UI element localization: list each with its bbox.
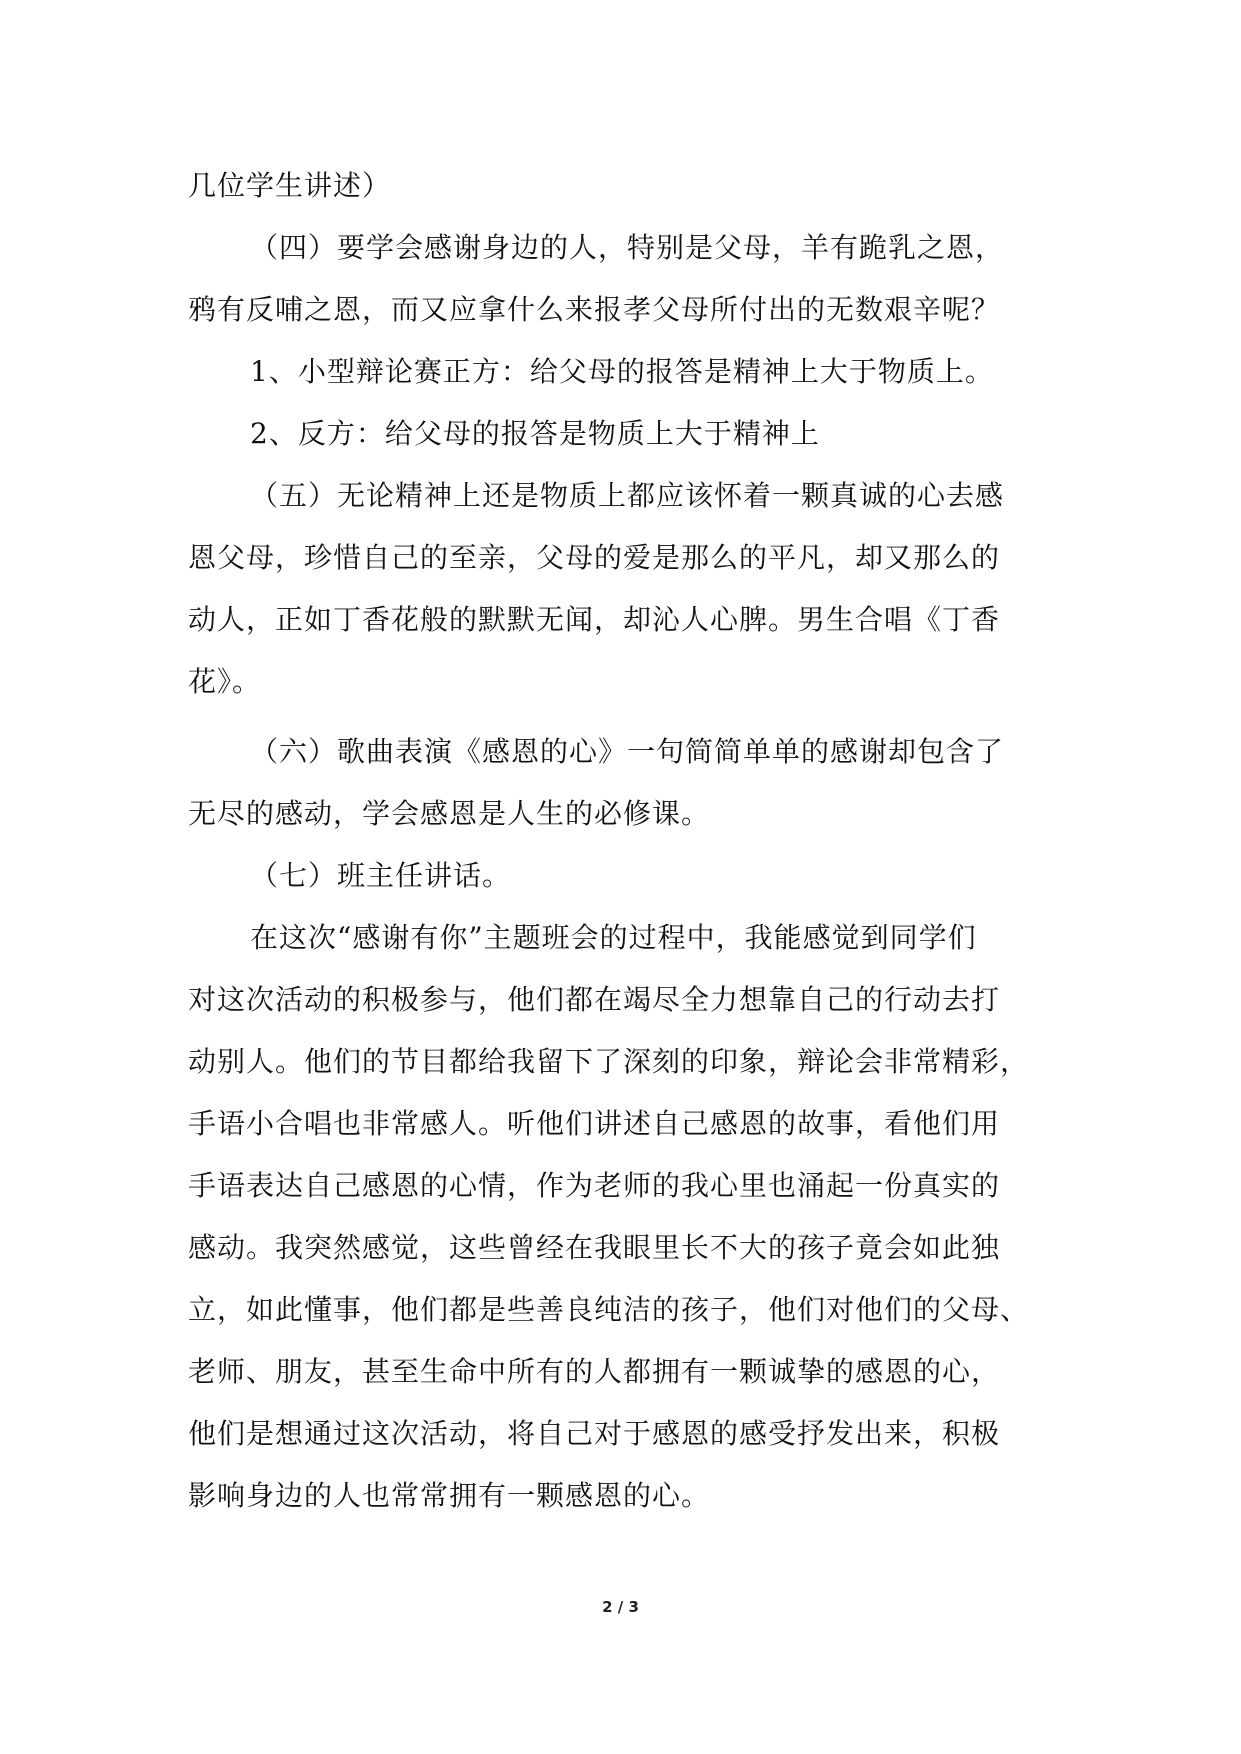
closing-paragraph-line-2: 对这次活动的积极参与，他们都在竭尽全力想靠自己的行动去打 bbox=[188, 983, 1001, 1016]
paragraph-5-line-2: 恩父母，珍惜自己的至亲，父母的爱是那么的平凡，却又那么的 bbox=[188, 541, 1001, 574]
paragraph-5-line-4: 花》。 bbox=[188, 665, 262, 698]
closing-paragraph-line-8: 老师、朋友，甚至生命中所有的人都拥有一颗诚挚的感恩的心， bbox=[188, 1355, 1001, 1388]
closing-paragraph-line-1: 在这次“感谢有你”主题班会的过程中，我能感觉到同学们 bbox=[250, 921, 977, 954]
text-line: 几位学生讲述） bbox=[188, 169, 392, 202]
paragraph-4-line-1: （四）要学会感谢身边的人，特别是父母，羊有跪乳之恩， bbox=[250, 231, 1005, 264]
closing-paragraph-line-7: 立，如此懂事，他们都是些善良纯洁的孩子，他们对他们的父母、 bbox=[188, 1293, 1030, 1326]
closing-paragraph-line-5: 手语表达自己感恩的心情，作为老师的我心里也涌起一份真实的 bbox=[188, 1169, 1001, 1202]
closing-paragraph-line-10: 影响身边的人也常常拥有一颗感恩的心。 bbox=[188, 1479, 711, 1512]
paragraph-4-line-2: 鸦有反哺之恩，而又应拿什么来报孝父母所付出的无数艰辛呢？ bbox=[188, 293, 1001, 326]
document-body bbox=[188, 155, 1058, 1527]
debate-affirmative-line: 1、小型辩论赛正方：给父母的报答是精神上大于物质上。 bbox=[250, 355, 994, 388]
closing-paragraph-line-4: 手语小合唱也非常感人。听他们讲述自己感恩的故事，看他们用 bbox=[188, 1107, 1001, 1140]
closing-paragraph-line-3: 动别人。他们的节目都给我留下了深刻的印象，辩论会非常精彩， bbox=[188, 1045, 1030, 1078]
closing-paragraph-line-9: 他们是想通过这次活动，将自己对于感恩的感受抒发出来，积极 bbox=[188, 1417, 1001, 1450]
paragraph-5-line-3: 动人，正如丁香花般的默默无闻，却沁人心脾。男生合唱《丁香 bbox=[188, 603, 1001, 636]
page-number: 2 / 3 bbox=[602, 1598, 639, 1616]
paragraph-6-line-2: 无尽的感动，学会感恩是人生的必修课。 bbox=[188, 797, 711, 830]
closing-paragraph-line-6: 感动。我突然感觉，这些曾经在我眼里长不大的孩子竟会如此独 bbox=[188, 1231, 1001, 1264]
paragraph-6-line-1: （六）歌曲表演《感恩的心》一句简简单单的感谢却包含了 bbox=[250, 735, 1005, 768]
debate-negative-line: 2、反方：给父母的报答是物质上大于精神上 bbox=[250, 417, 820, 450]
paragraph-7-line: （七）班主任讲话。 bbox=[250, 859, 512, 892]
paragraph-5-line-1: （五）无论精神上还是物质上都应该怀着一颗真诚的心去感 bbox=[250, 479, 1005, 512]
